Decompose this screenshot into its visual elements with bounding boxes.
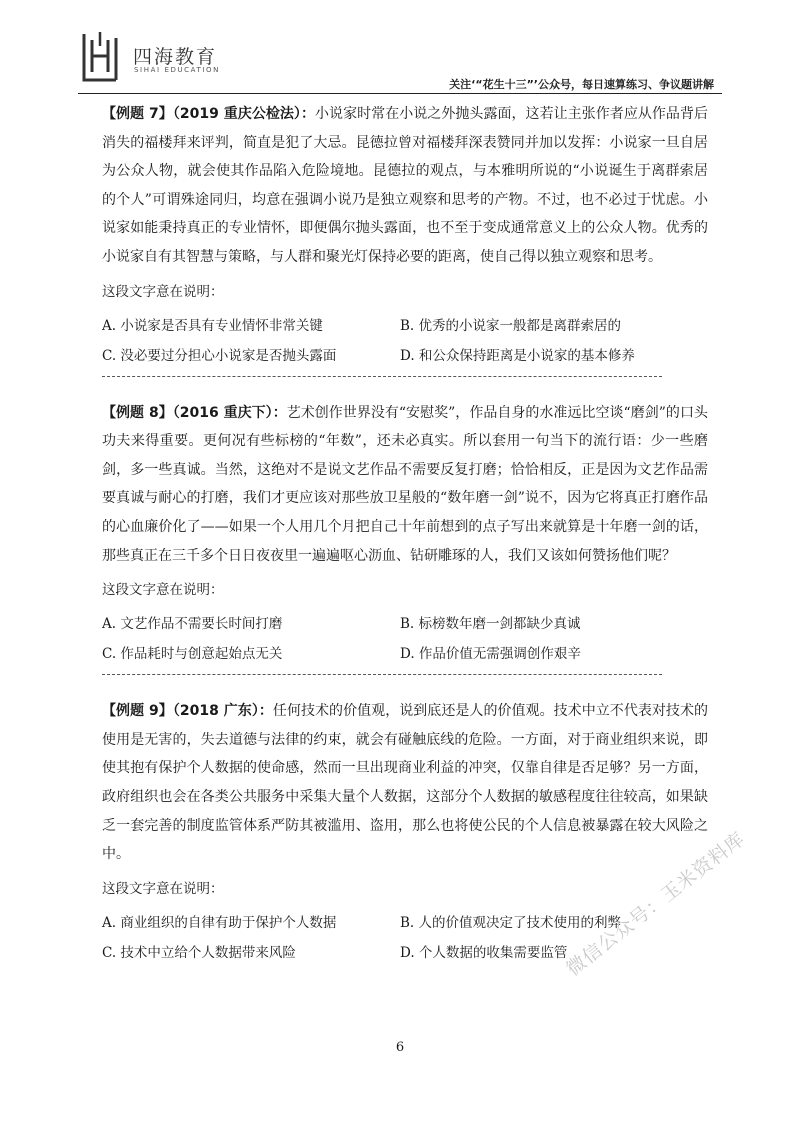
question-stem — [102, 399, 708, 571]
option-a: A. 小说家是否具有专业情怀非常关键 — [102, 317, 323, 334]
question-text: 艺术创作世界没有“安慰奖”，作品自身的水准远比空谈“磨剑”的口头功夫来得重要。更何况有些标榜的“年数”，还未必真实。所以套用一句当下的流行语：少一些磨剑，多一些真诚。当然，这绝对不是说文艺作品不需要反复打磨；恰恰相反，正是因为文艺作品需要真诚与耐心的打磨，我们才更应该对那些放卫星般的“数年磨一剑”说不，因为它将真正打磨作品的心血廉价化了——如果一个人用几个月把自己十年前想到的点子写出来就算是十年磨一剑的话，那些真正在三千多个日日夜夜里一遍遍呕心沥血、钻研雕琢的人，我们又该如何赞扬他们呢？ — [102, 404, 708, 564]
page-content — [102, 100, 708, 967]
page-header — [0, 0, 800, 98]
header-slogan: 关注‘“花生十三”’公众号，每日速算练习、争议题讲解 — [449, 78, 714, 91]
answer-options — [102, 312, 708, 370]
option-c: C. 作品耗时与创意起始点无关 — [102, 646, 283, 663]
question-stem — [102, 697, 708, 869]
question-prompt: 这段文字意在说明： — [102, 283, 224, 300]
brand-name: 四海教育 — [133, 46, 218, 68]
option-c: C. 没必要过分担心小说家是否抛头露面 — [102, 347, 337, 364]
option-d: D. 和公众保持距离是小说家的基本修养 — [400, 347, 635, 364]
option-b: B. 优秀的小说家一般都是离群索居的 — [400, 317, 622, 334]
question-8 — [102, 399, 708, 676]
option-a: A. 文艺作品不需要长时间打磨 — [102, 616, 283, 633]
answer-options — [102, 610, 708, 668]
question-prompt: 这段文字意在说明： — [102, 880, 224, 897]
option-c: C. 技术中立给个人数据带来风险 — [102, 944, 296, 961]
watermark: 微信公众号：玉米资料库 — [562, 827, 750, 981]
page-number: 6 — [395, 1040, 405, 1055]
brand-name-en: SIHAI EDUCATION — [134, 66, 221, 74]
option-a: A. 商业组织的自律有助于保护个人数据 — [102, 914, 337, 931]
question-text: 小说家时常在小说之外抛头露面，这若让主张作者应从作品背后消失的福楼拜来评判，简直是犯了大忌。昆德拉曾对福楼拜深表赞同并加以发挥：小说家一旦自居为公众人物，就会使其作品陷入危险境地。昆德拉的观点，与本雅明所说的“小说诞生于离群索居的个人”可谓殊途同归，均意在强调小说乃是独立观察和思考的产物。不过，也不必过于忧虑。小说家如能秉持真正的专业情怀，即便偶尔抛头露面，也不至于变成通常意义上的公众人物。优秀的小说家自有其智慧与策略，与人群和聚光灯保持必要的距离，使自己得以独立观察和思考。 — [102, 106, 708, 265]
option-b: B. 标榜数年磨一剑都缺少真诚 — [400, 616, 581, 633]
header-divider — [78, 93, 722, 94]
sihai-logo-icon — [78, 30, 122, 84]
question-prompt: 这段文字意在说明： — [102, 582, 224, 599]
question-tag: 【例题 9】（2018 广东）： — [102, 703, 273, 720]
question-7 — [102, 100, 708, 377]
option-d: D. 作品价值无需强调创作艰辛 — [400, 646, 581, 663]
option-d: D. 个人数据的收集需要监管 — [400, 944, 568, 961]
question-tag: 【例题 8】（2016 重庆下）： — [102, 404, 287, 421]
question-text: 任何技术的价值观，说到底还是人的价值观。技术中立不代表对技术的使用是无害的，失去道德与法律的约束，就会有碰触底线的危险。一方面，对于商业组织来说，即使其抱有保护个人数据的使命感，然而一旦出现商业利益的冲突，仅靠自律是否足够？另一方面，政府组织也会在各类公共服务中采集大量个人数据，这部分个人数据的敏感程度往往较高，如果缺乏一套完善的制度监管体系严防其被滥用、盗用，那么也将使公民的个人信息被暴露在较大风险之中。 — [102, 703, 708, 863]
dashed-divider — [102, 674, 662, 675]
option-b: B. 人的价值观决定了技术使用的利弊 — [400, 914, 622, 931]
dashed-divider — [102, 376, 662, 377]
question-stem — [102, 100, 708, 272]
question-tag: 【例题 7】（2019 重庆公检法）： — [102, 106, 316, 122]
